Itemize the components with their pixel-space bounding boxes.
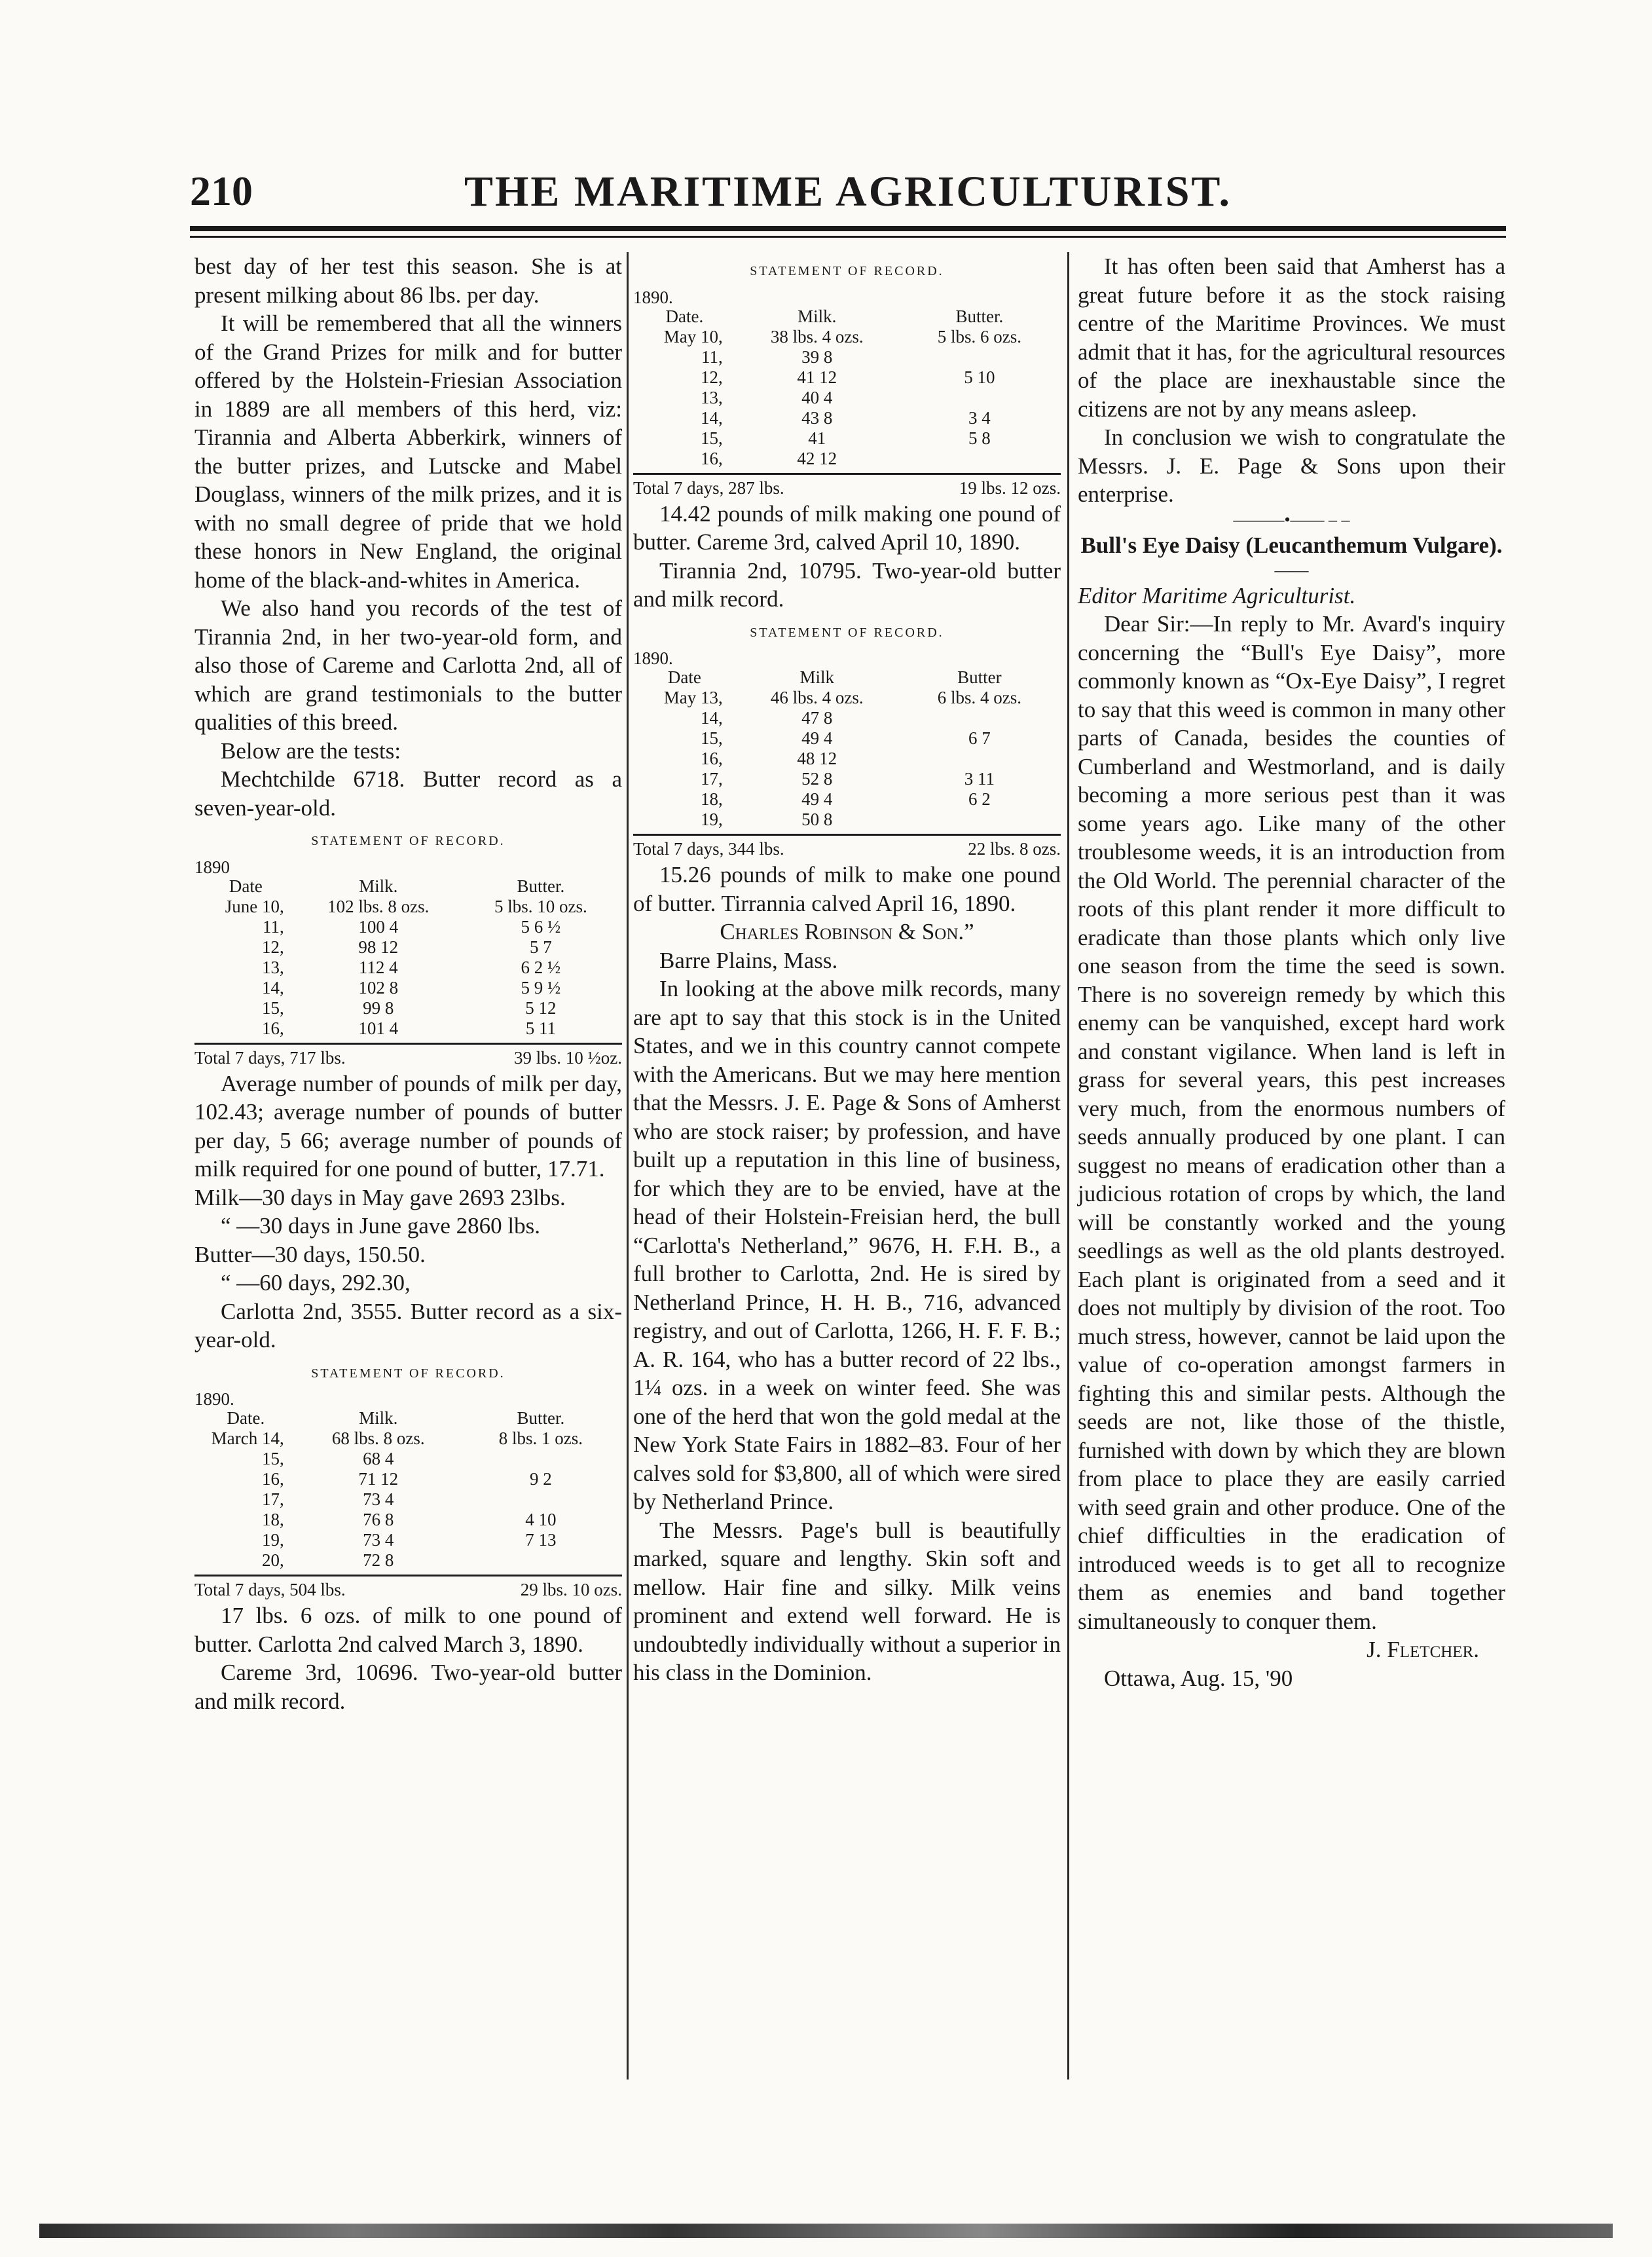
table-row: [194, 937, 622, 958]
table-row: [194, 1489, 622, 1510]
paragraph: The Messrs. Page's bull is beautifully marked, square and lengthy. Skin soft and mellow. Hair fine and silky. Milk veins prominent and extend well forward. He is undoubtedly individually without a superior in his class in the Dominion.: [633, 1517, 1061, 1685]
milk-cell: 71 12: [358, 1469, 399, 1489]
milk-cell: 49 4: [801, 728, 833, 748]
column-header: Date: [667, 667, 701, 687]
butter-cell: [460, 1449, 622, 1469]
table-row: [194, 1449, 622, 1469]
date-cell: 15,: [700, 728, 723, 748]
milk-cell: 47 8: [801, 708, 833, 728]
statement-title: STATEMENT OF RECORD.: [311, 834, 505, 848]
total-butter: 29 lbs. 10 ozs.: [520, 1580, 622, 1599]
milk-cell: 72 8: [363, 1550, 394, 1570]
butter-cell: 9 2: [530, 1469, 552, 1489]
paragraph: In looking at the above milk records, many are apt to say that this stock is in the United States, and we in this country cannot compete with the Americans. But we may here mention that the Messrs. J. E. Page & Sons of Amherst who are stock raiser; by profession, and have built up a reputation in this line of business, for which they are to be envied, have at the head of their Holstein-Freisian herd, the bull “Carlotta's Netherland,” 9676, H. F.H. B., a full brother to Carlotta, 2nd. He is sired by Netherland Prince, H. H. B., 716, advanced registry, and out of Carlotta, 1266, H. F. F. B.; A. R. 164, who has a butter record of 22 lbs., 1¼ ozs. in a week on winter feed. She was one of the herd that won the gold medal at the New York State Fairs in 1882–83. Four of her calves sold for $3,800, all of which were sired by Netherland Prince.: [633, 976, 1061, 1514]
table-row: [633, 810, 1061, 830]
statement-year: 1890.: [633, 648, 673, 668]
milk-cell: 102 8: [358, 977, 399, 998]
table-row: [194, 1510, 622, 1530]
butter-cell: 3 4: [968, 407, 991, 428]
paragraph: Mechtchilde 6718. Butter record as a seven-year-old.: [194, 766, 622, 821]
date-cell: 14,: [700, 708, 723, 728]
paragraph: We also hand you records of the test of Tirannia 2nd, in her two-year-old form, and also those of Careme and Carlotta 2nd, all of which are grand testimonials to the butter qualities of this breed.: [194, 595, 622, 735]
table-row: [194, 958, 622, 978]
record-table: [633, 667, 1061, 830]
butter-cell: 5 11: [525, 1018, 557, 1038]
section-ornament: ———•—— – –: [1233, 510, 1350, 529]
date-cell: 16,: [261, 1469, 284, 1489]
column-header: Butter.: [955, 306, 1004, 326]
table-row: [633, 347, 1061, 367]
record-table: [194, 876, 622, 1039]
table-rule: [194, 1575, 622, 1576]
column-3: [1078, 252, 1505, 1692]
milk-cell: 49 4: [801, 789, 833, 809]
paragraph: It will be remembered that all the winners of the Grand Prizes for milk and for butter offered by the Holstein-Friesian Association in 1889 are all members of this herd, viz: Tirannia and Alberta Abberkirk, winners of the butter prizes, and Lutscke and Mabel Douglass, winners of the milk prizes, and it is with no small degree of pride that we hold these honors in New England, the original home of the black-and-whites in America.: [194, 310, 622, 593]
milk-cell: 46 lbs. 4 ozs.: [770, 688, 864, 707]
paragraph: “ —30 days in June gave 2860 lbs.: [221, 1213, 540, 1239]
milk-cell: 48 12: [797, 749, 837, 768]
milk-cell: 41: [808, 428, 826, 448]
signature: Charles Robinson & Son.”: [720, 919, 974, 944]
butter-cell: [898, 388, 1061, 408]
milk-cell: 68 4: [363, 1449, 394, 1468]
table-row: [194, 978, 622, 998]
column-1: [194, 252, 622, 1715]
milk-cell: 52 8: [801, 769, 833, 789]
statement-title: STATEMENT OF RECORD.: [750, 264, 944, 278]
table-row: [633, 449, 1061, 469]
butter-cell: [898, 347, 1061, 367]
dateline: Ottawa, Aug. 15, '90: [1104, 1665, 1293, 1691]
table-rule: [633, 834, 1061, 836]
date-cell: May 13,: [663, 688, 723, 707]
table-row: [633, 367, 1061, 388]
butter-cell: 5 7: [530, 937, 552, 957]
date-cell: 15,: [261, 1449, 284, 1468]
record-statement: [633, 619, 1061, 861]
milk-cell: 43 8: [801, 407, 833, 428]
column-header: Date: [229, 876, 263, 896]
record-table: [194, 1408, 622, 1571]
date-cell: May 10,: [663, 326, 723, 346]
paragraph: “ —60 days, 292.30,: [221, 1270, 411, 1296]
paragraph: best day of her test this season. She is at present milking about 86 lbs. per day.: [194, 253, 622, 308]
table-header-row: [633, 667, 1061, 688]
butter-cell: 5 6 ½: [521, 916, 561, 937]
date-cell: 15,: [700, 428, 723, 448]
column-header: Date.: [665, 306, 704, 326]
header-rule-thin: [190, 236, 1506, 238]
publication-title: THE MARITIME AGRICULTURIST.: [464, 168, 1232, 215]
total-butter: 39 lbs. 10 ½oz.: [514, 1047, 622, 1068]
column-header: Milk.: [798, 306, 837, 326]
paragraph: In conclusion we wish to congratulate the Messrs. J. E. Page & Sons upon their enterprise.: [1078, 424, 1505, 507]
column-header: Date.: [227, 1408, 265, 1428]
statement-year: 1890.: [633, 287, 673, 307]
paragraph: Careme 3rd, 10696. Two-year-old butter and milk record.: [194, 1660, 622, 1714]
column-2: [633, 252, 1061, 1687]
signature: J. Fletcher.: [1367, 1637, 1479, 1662]
column-divider: [627, 252, 629, 2080]
column-header: Butter: [957, 667, 1002, 687]
paragraph: 14.42 pounds of milk making one pound of butter. Careme 3rd, calved April 10, 1890.: [633, 500, 1061, 555]
date-cell: 18,: [261, 1510, 284, 1529]
page-number: 210: [190, 168, 253, 214]
statement-year: 1890: [194, 857, 230, 877]
table-row: [633, 327, 1061, 347]
butter-cell: 8 lbs. 1 ozs.: [498, 1428, 583, 1448]
milk-cell: 50 8: [801, 810, 833, 829]
place-line: Barre Plains, Mass.: [659, 947, 838, 973]
date-cell: 17,: [700, 769, 723, 789]
milk-cell: 68 lbs. 8 ozs.: [331, 1428, 425, 1448]
table-header-row: [633, 307, 1061, 327]
table-row: [633, 789, 1061, 810]
date-cell: 15,: [261, 998, 284, 1018]
date-cell: 16,: [700, 749, 723, 768]
table-rule: [633, 473, 1061, 475]
butter-cell: 6 7: [968, 728, 991, 748]
butter-cell: [898, 810, 1061, 830]
table-row: [194, 917, 622, 937]
table-row: [633, 749, 1061, 769]
butter-cell: 5 lbs. 10 ozs.: [494, 896, 587, 916]
table-row: [633, 728, 1061, 749]
column-header: Butter.: [517, 1408, 565, 1428]
milk-cell: 73 4: [363, 1530, 394, 1550]
page-header: [190, 167, 1506, 226]
table-row: [633, 388, 1061, 408]
paragraph: Carlotta 2nd, 3555. Butter record as a six-year-old.: [194, 1298, 622, 1352]
date-cell: 19,: [261, 1530, 284, 1550]
butter-cell: 3 11: [964, 769, 995, 789]
butter-cell: 7 13: [525, 1530, 557, 1550]
milk-cell: 38 lbs. 4 ozs.: [770, 326, 864, 346]
milk-cell: 39 8: [801, 346, 833, 367]
table-header-row: [194, 876, 622, 897]
milk-cell: 99 8: [363, 998, 394, 1018]
butter-cell: 5 lbs. 6 ozs.: [937, 326, 1022, 346]
butter-cell: [460, 1489, 622, 1510]
statement-title: STATEMENT OF RECORD.: [750, 625, 944, 640]
butter-cell: 6 2: [968, 789, 991, 809]
butter-cell: 5 8: [968, 428, 991, 448]
butter-cell: 6 2 ½: [521, 957, 561, 977]
milk-cell: 100 4: [358, 916, 399, 937]
table-row: [194, 998, 622, 1018]
paragraph: 15.26 pounds of milk to make one pound of butter. Tirrannia calved April 16, 1890.: [633, 862, 1061, 916]
column-header: Milk.: [359, 1408, 398, 1428]
paragraph: Average number of pounds of milk per day, 102.43; average number of pounds of butter per day, 5 66; average number of pounds of milk required for one pound of butter, 17.71.: [194, 1070, 622, 1182]
table-row: [194, 1428, 622, 1449]
table-row: [633, 769, 1061, 789]
butter-cell: [460, 1550, 622, 1571]
table-row: [194, 1018, 622, 1039]
table-row: [194, 1530, 622, 1550]
table-row: [194, 897, 622, 917]
article-headline: Bull's Eye Daisy (Leucanthemum Vulgare).: [1080, 532, 1503, 558]
date-cell: March 14,: [211, 1428, 284, 1448]
statement-title: STATEMENT OF RECORD.: [311, 1366, 505, 1381]
total-milk: Total 7 days, 287 lbs.: [633, 477, 784, 498]
date-cell: 20,: [261, 1550, 284, 1570]
record-total: [633, 837, 1061, 861]
milk-cell: 98 12: [358, 937, 399, 957]
salutation: Editor Maritime Agriculturist.: [1078, 582, 1356, 608]
table-row: [194, 1469, 622, 1489]
milk-cell: 76 8: [363, 1510, 394, 1529]
record-table: [633, 307, 1061, 469]
table-row: [194, 1550, 622, 1571]
milk-cell: 40 4: [801, 387, 833, 407]
table-rule: [194, 1043, 622, 1045]
record-total: [194, 1046, 622, 1070]
total-butter: 22 lbs. 8 ozs.: [968, 839, 1061, 859]
record-total: [633, 476, 1061, 500]
paragraph: It has often been said that Amherst has a great future before it as the stock raising centre of the Maritime Provinces. We must admit that it has, for the agricultural resources of the place are inexhaustable since the citizens are not by any means asleep.: [1078, 253, 1505, 422]
date-cell: 16,: [261, 1018, 284, 1038]
date-cell: 11,: [262, 916, 284, 937]
date-cell: 18,: [700, 789, 723, 809]
paragraph: Below are the tests:: [221, 737, 401, 764]
butter-cell: 5 9 ½: [521, 977, 561, 998]
total-milk: Total 7 days, 344 lbs.: [633, 839, 784, 859]
total-milk: Total 7 days, 717 lbs.: [194, 1047, 346, 1068]
table-header-row: [194, 1408, 622, 1428]
date-cell: 12,: [700, 367, 723, 387]
header-rule: [190, 226, 1506, 231]
milk-cell: 73 4: [363, 1489, 394, 1509]
total-milk: Total 7 days, 504 lbs.: [194, 1580, 346, 1599]
milk-cell: 112 4: [358, 957, 398, 977]
table-row: [633, 428, 1061, 449]
date-cell: 14,: [700, 407, 723, 428]
date-cell: 16,: [700, 448, 723, 468]
record-statement: [194, 827, 622, 1070]
date-cell: 12,: [261, 937, 284, 957]
total-butter: 19 lbs. 12 ozs.: [959, 477, 1061, 498]
date-cell: 17,: [261, 1489, 284, 1509]
butter-cell: [898, 449, 1061, 469]
butter-cell: 5 12: [525, 998, 557, 1018]
date-cell: 11,: [701, 346, 723, 367]
letter-body: Dear Sir:—In reply to Mr. Avard's inquiry concerning the “Bull's Eye Daisy”, more commonly known as “Ox-Eye Daisy”, I regret to say that this weed is common in many other parts of Canada, besides the counties of Cumberland and Westmorland, and is daily becoming a more serious pest than it was some years ago. Like many of the other troublesome weeds, it is an introduction from the Old World. The perennial character of the roots of this plant render it more difficult to eradicate than those plants which only live one season from the time the seed is sown. There is no sovereign remedy by which this enemy can be vanquished, except hard work and constant vigilance. When land is left in grass for several years, this pest increases very much, from the enormous numbers of seeds annually produced by one plant. I can suggest no means of eradication other than a judicious rotation of crops by which, the land will be constantly worked and the young seedlings as well as the old plants destroyed. Each plant is originated from a seed and it does not multiply by division of the root. Too much stress, however, cannot be laid upon the value of co-operation amongst farmers in fighting this and similar pests. Although the seeds are not, like those of the thistle, furnished with down by which they are blown from place to place they are easily carried with seed grain and other produce. One of the chief difficulties in the eradication of introduced weeds is to get all to recognize them as enemies and band together simultaneously to conquer them.: [1078, 611, 1505, 1634]
table-row: [633, 708, 1061, 728]
record-statement: [194, 1360, 622, 1602]
butter-cell: 5 10: [964, 367, 995, 387]
date-cell: 14,: [261, 977, 284, 998]
butter-cell: [898, 749, 1061, 769]
column-header: Milk: [799, 667, 835, 687]
milk-cell: 102 lbs. 8 ozs.: [327, 896, 430, 916]
butter-cell: [898, 708, 1061, 728]
paragraph: Butter—30 days, 150.50.: [194, 1241, 426, 1267]
date-cell: 13,: [261, 957, 284, 977]
date-cell: 19,: [700, 810, 723, 829]
butter-cell: 4 10: [525, 1510, 557, 1529]
section-ornament: ——: [1274, 560, 1309, 580]
record-total: [194, 1578, 622, 1601]
date-cell: 13,: [700, 387, 723, 407]
column-header: Milk.: [359, 876, 398, 896]
date-cell: June 10,: [225, 896, 284, 916]
paragraph: Tirannia 2nd, 10795. Two-year-old butter and milk record.: [633, 557, 1061, 612]
table-row: [633, 688, 1061, 708]
milk-cell: 101 4: [358, 1018, 399, 1038]
table-row: [633, 408, 1061, 428]
scan-edge-artifact: [39, 2224, 1613, 2238]
paragraph: Milk—30 days in May gave 2693 23lbs.: [194, 1184, 566, 1210]
record-statement: [633, 257, 1061, 500]
milk-cell: 41 12: [797, 367, 837, 387]
butter-cell: 6 lbs. 4 ozs.: [937, 688, 1022, 707]
statement-year: 1890.: [194, 1389, 234, 1409]
column-divider: [1067, 252, 1069, 2080]
column-header: Butter.: [517, 876, 565, 896]
paragraph: 17 lbs. 6 ozs. of milk to one pound of butter. Carlotta 2nd calved March 3, 1890.: [194, 1603, 622, 1657]
milk-cell: 42 12: [797, 448, 837, 468]
